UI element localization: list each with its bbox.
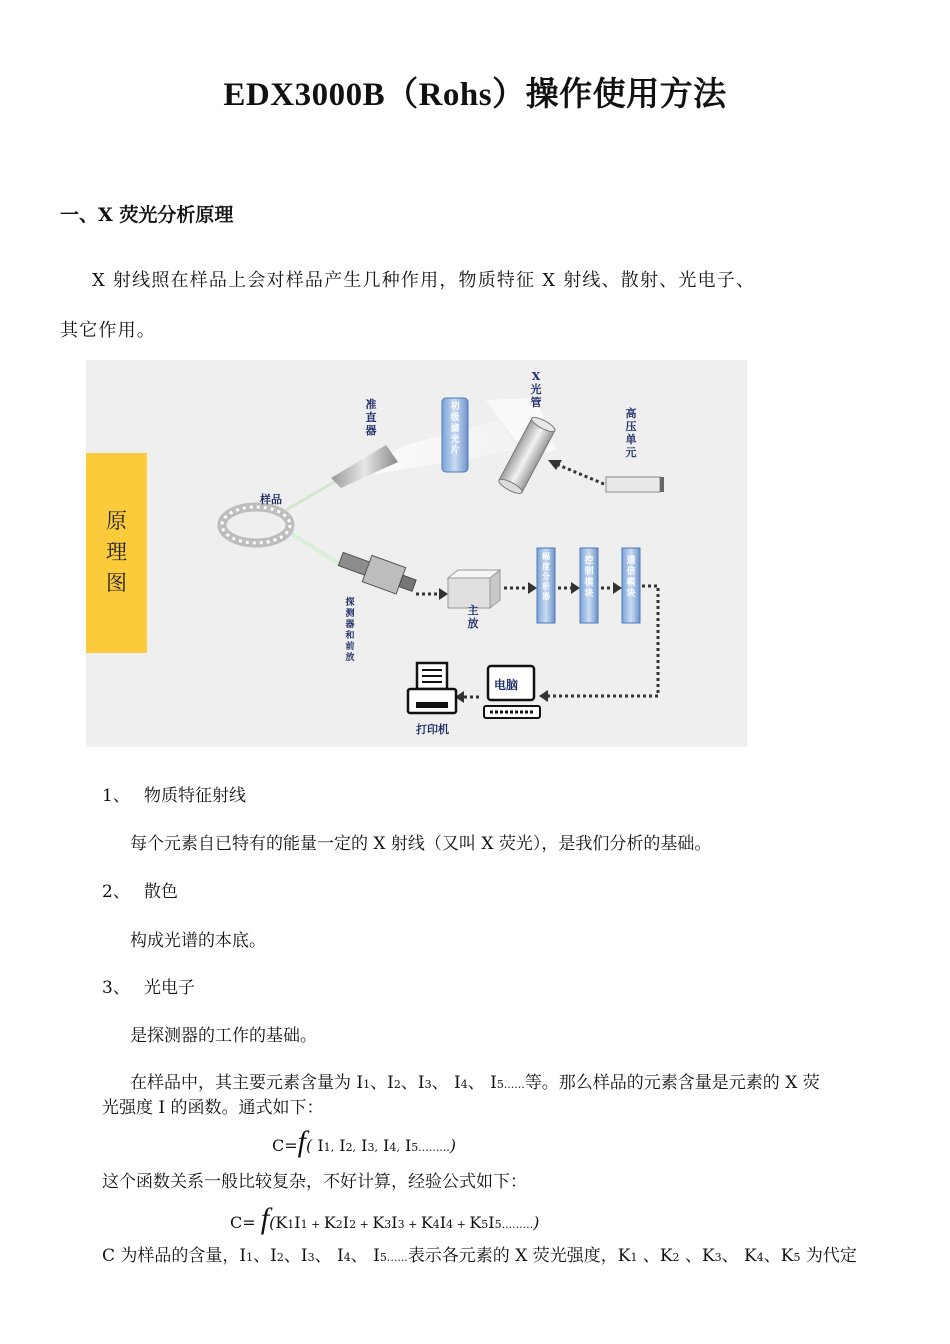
label-detector: 探测器和前放 bbox=[345, 598, 355, 663]
item-2-title: 散色 bbox=[144, 882, 178, 902]
principle-diagram bbox=[86, 360, 747, 747]
label-primary-filter: 初级滤光片 bbox=[450, 402, 460, 456]
hv-unit-box bbox=[606, 477, 664, 492]
formula-empirical: C= f(K1I1 + K2I2 + K3I3 + K4I4 + K5I5.........) bbox=[230, 1202, 540, 1235]
item-3-number: 3、 bbox=[102, 978, 130, 998]
label-xray-tube: X光管 bbox=[530, 370, 542, 409]
item-1-title: 物质特征射线 bbox=[144, 786, 246, 806]
hv-arrow bbox=[556, 464, 604, 484]
diagram-side-label: 原 理 图 bbox=[86, 453, 147, 653]
label-module-2: 控制模块 bbox=[584, 556, 594, 599]
sample-ring bbox=[222, 507, 290, 543]
printer-icon bbox=[408, 663, 456, 713]
item-2-description: 构成光谱的本底。 bbox=[130, 931, 266, 951]
label-hv-unit: 高压单元 bbox=[625, 407, 637, 459]
label-module-3: 通信模块 bbox=[626, 556, 636, 599]
return-path bbox=[548, 586, 658, 696]
label-computer: 电脑 bbox=[494, 678, 519, 692]
item-3-description: 是探测器的工作的基础。 bbox=[130, 1026, 317, 1046]
collimator-cone bbox=[331, 445, 398, 488]
document-title: EDX3000B（Rohs）操作使用方法 bbox=[223, 77, 727, 113]
intro-line-1: X 射线照在样品上会对样品产生几种作用，物质特征 X 射线、散射、光电子、 bbox=[92, 270, 756, 291]
item-1-number: 1、 bbox=[102, 786, 130, 806]
beam-sample-collimator bbox=[286, 478, 341, 510]
item-3-title: 光电子 bbox=[144, 978, 195, 998]
label-printer: 打印机 bbox=[416, 723, 449, 736]
label-collimator: 准直器 bbox=[365, 398, 377, 437]
intro-line-2: 其它作用。 bbox=[60, 320, 156, 341]
beam-sample-detector bbox=[286, 530, 344, 567]
paragraph-last-line: C 为样品的含量，I1、I2、I3、 I4、 I5......表示各元素的 X 荧光强度，K1 、K2 、K3、 K4、K5 为代定 bbox=[102, 1246, 857, 1266]
paragraph-complex: 这个函数关系一般比较复杂，不好计算，经验公式如下： bbox=[102, 1172, 527, 1192]
main-amp-box bbox=[448, 570, 500, 608]
section-heading: 一、X 荧光分析原理 bbox=[60, 204, 234, 226]
item-2-number: 2、 bbox=[102, 882, 130, 902]
label-main-amp: 主放 bbox=[467, 604, 479, 630]
content-paragraph-line-2: 光强度 I 的函数。通式如下： bbox=[102, 1098, 324, 1118]
content-paragraph-line-1: 在样品中，其主要元素含量为 I1、I2、I3、 I4、 I5......等。那么样品的元素含量是元素的 X 荧 bbox=[130, 1073, 820, 1093]
label-sample: 样品 bbox=[260, 493, 282, 506]
detector-device bbox=[336, 546, 419, 599]
diagram-graphics bbox=[86, 360, 747, 747]
item-1-description: 每个元素自已特有的能量一定的 X 射线（又叫 X 荧光），是我们分析的基础。 bbox=[130, 834, 712, 854]
formula-general: C=f( I1, I2, I3, I4, I5.........) bbox=[272, 1125, 456, 1158]
label-module-1: 幅度分析器 bbox=[542, 552, 550, 601]
